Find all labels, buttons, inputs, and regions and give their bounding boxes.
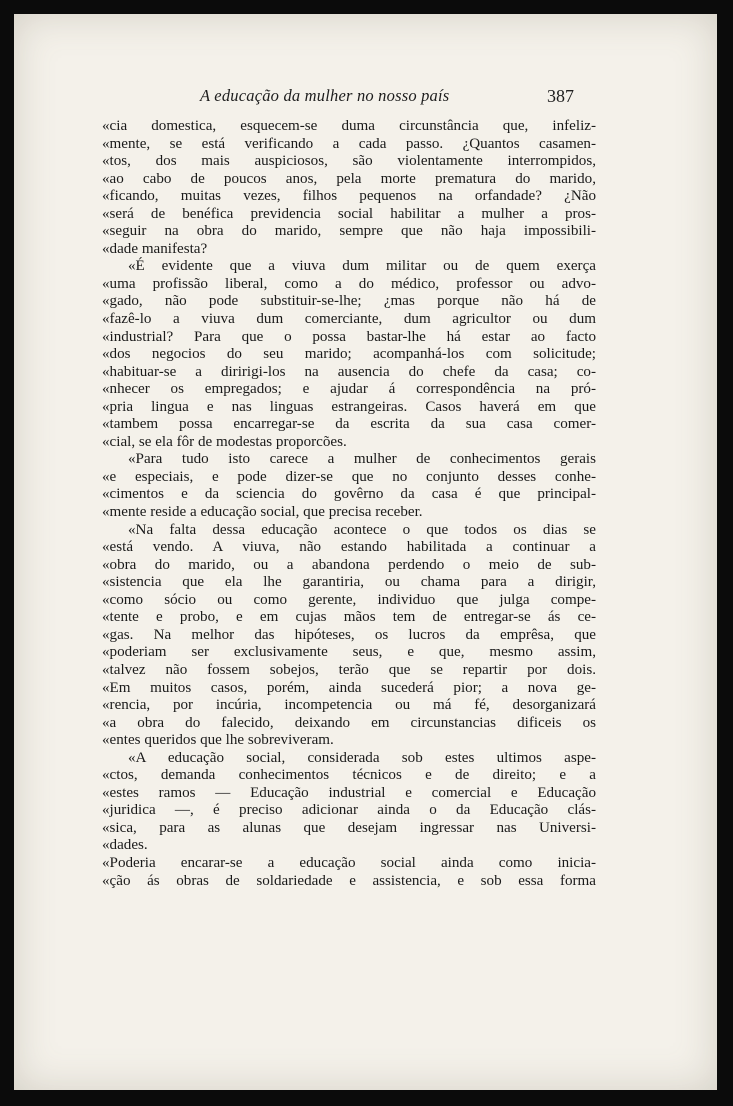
text-line: «poderiam ser exclusivamente seus, e que, mesmo assim, <box>102 644 596 661</box>
text-line: «Na falta dessa educação acontece o que todos os dias se <box>128 521 596 538</box>
text-line: «Para tudo isto carece a mulher de conhecimentos gerais <box>128 451 596 468</box>
text-line: «pria lingua e nas linguas estrangeiras. Casos haverá em que <box>102 398 596 415</box>
text-line: «tos, dos mais auspiciosos, são violentamente interrompidos, <box>102 153 596 170</box>
text-line: «cia domestica, esquecem-se duma circunstância que, infeliz- <box>102 118 596 134</box>
text-line: «mente reside a educação social, que precisa receber. <box>102 504 423 521</box>
text-line: «como sócio ou como gerente, individuo que julga compe- <box>102 591 596 608</box>
text-line: «a obra do falecido, deixando em circunstancias dificeis os <box>102 714 596 731</box>
text-line: «Em muitos casos, porém, ainda sucederá pior; a nova ge- <box>102 679 596 696</box>
text-line: «sica, para as alunas que desejam ingressar nas Universi- <box>102 819 596 836</box>
page-number: 387 <box>547 86 574 106</box>
text-line: «A educação social, considerada sob estes ultimos aspe- <box>128 749 596 766</box>
text-line: «gado, não pode substituir-se-lhe; ¿mas porque não há de <box>102 293 596 310</box>
text-line: «está vendo. A viuva, não estando habilitada a continuar a <box>102 539 596 556</box>
text-line: «estes ramos — Educação industrial e comercial e Educação <box>102 784 596 801</box>
text-line: «talvez não fossem sobejos, terão que se repartir por dois. <box>102 661 596 678</box>
text-line: «Poderia encarar-se a educação social ainda como inicia- <box>102 854 596 871</box>
text-line: «industrial? Para que o possa bastar-lhe há estar ao facto <box>102 328 596 345</box>
text-line: «tambem possa encarregar-se da escrita da sua casa comer- <box>102 416 596 433</box>
text-line: «dos negocios do seu marido; acompanhá-los com solicitude; <box>102 346 596 363</box>
text-line: «será de benéfica previdencia social habilitar a mulher a pros- <box>102 205 596 222</box>
text-line: «uma profissão liberal, como a do médico, professor ou advo- <box>102 275 596 292</box>
text-line: «juridica —, é preciso adicionar ainda o da Educação clás- <box>102 802 596 819</box>
text-line: «ção ás obras de soldariedade e assistencia, e sob essa forma <box>102 872 596 889</box>
text-line: «nhecer os empregados; e ajudar á correspondência na pró- <box>102 381 596 398</box>
text-line: «rencia, por incúria, incompetencia ou má fé, desorganizará <box>102 697 596 714</box>
running-title: A educação da mulher no nosso país <box>200 86 450 105</box>
text-line: «ctos, demanda conhecimentos técnicos e de direito; e a <box>102 767 596 784</box>
text-line: «obra do marido, ou a abandona perdendo o meio de sub- <box>102 556 596 573</box>
text-line: «seguir na obra do marido, sempre que não haja impossibili- <box>102 223 596 240</box>
text-line: «ficando, muitas vezes, filhos pequenos na orfandade? ¿Não <box>102 188 596 205</box>
text-line: «habituar-se a diririgi-los na ausencia do chefe da casa; co- <box>102 363 596 380</box>
page-header <box>14 86 717 112</box>
text-line: «fazê-lo a viuva dum comerciante, dum agricultor ou dum <box>102 311 596 328</box>
body-text <box>102 118 596 890</box>
book-page <box>14 14 717 1090</box>
text-line: «dade manifesta? <box>102 240 208 257</box>
text-line: «ao cabo de poucos anos, pela morte prematura do marido, <box>102 170 596 187</box>
text-line: «tente e probo, e em cujas mãos tem de entregar-se ás ce- <box>102 609 596 626</box>
text-line: «gas. Na melhor das hipóteses, os lucros da emprêsa, que <box>102 626 596 643</box>
text-line: «cimentos e da sciencia do govêrno da casa é que principal- <box>102 486 596 503</box>
text-line: «entes queridos que lhe sobreviveram. <box>102 732 334 749</box>
text-line: «É evidente que a viuva dum militar ou de quem exerça <box>128 258 596 275</box>
text-line: «dades. <box>102 837 148 854</box>
text-line: «e especiais, e pode dizer-se que no conjunto desses conhe- <box>102 468 596 485</box>
text-line: «cial, se ela fôr de modestas proporcões. <box>102 433 347 450</box>
text-line: «mente, se está verificando a cada passo. ¿Quantos casamen- <box>102 135 596 152</box>
text-line: «sistencia que ela lhe garantiria, ou chama para a dirigir, <box>102 574 596 591</box>
